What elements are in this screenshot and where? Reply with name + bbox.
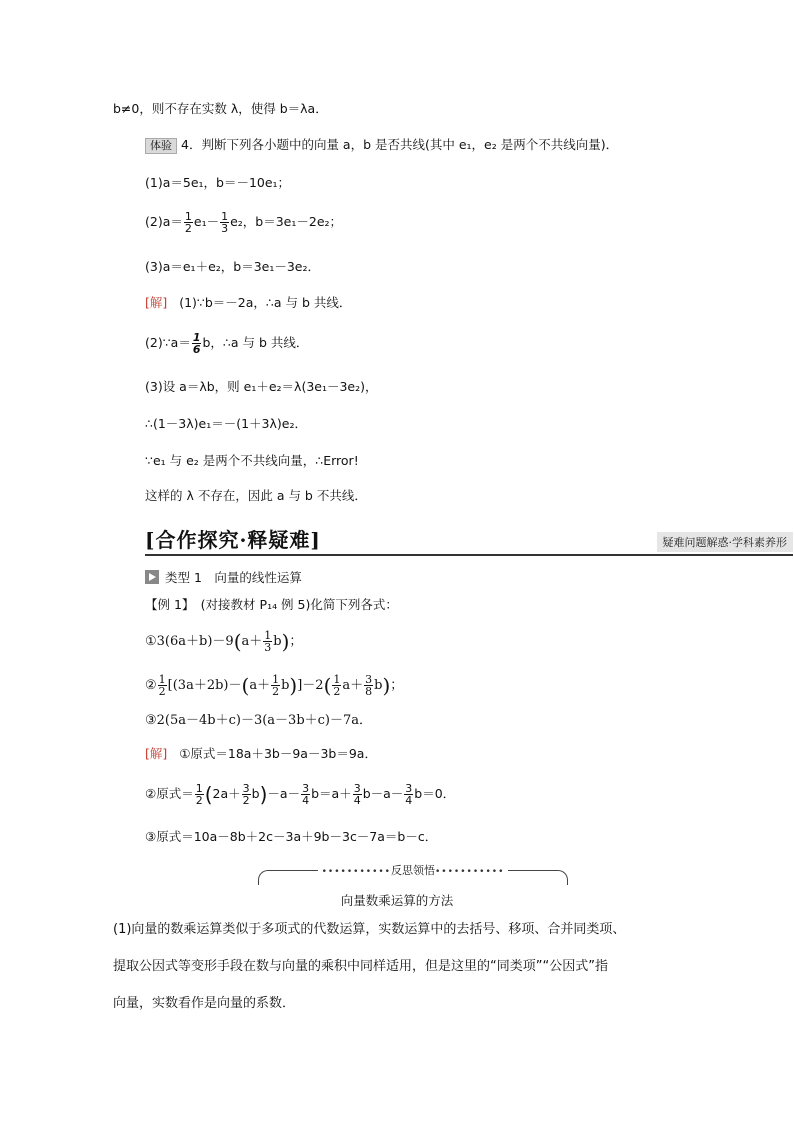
section-title: [合作探究·释疑难] bbox=[145, 528, 321, 552]
type-1-heading: 类型 1 向量的线性运算 bbox=[145, 569, 302, 587]
fraction: $\frac{3}{2}$ bbox=[242, 782, 250, 807]
fraction: $\frac{1}{2}$ bbox=[272, 673, 280, 698]
fraction: $\frac{1}{2}$ bbox=[333, 673, 341, 698]
expression-1: ①3(6a＋b)－9(a＋ $\frac{1}{3}$ b)； bbox=[145, 629, 303, 654]
solution-line-4: ∴(1－3λ)e₁＝－(1＋3λ)e₂． bbox=[145, 416, 307, 431]
fraction: $\frac{1}{2}$ bbox=[158, 673, 166, 698]
reflect-label: 反思领悟 bbox=[391, 864, 435, 877]
reflect-box: •••••••••••反思领悟••••••••••• bbox=[258, 862, 568, 884]
q4-part2: (2)a＝ $\frac{1}{2}$ e₁－ $\frac{1}{3}$ e₂，b＝3e₁－2e₂； bbox=[145, 210, 343, 235]
expression-3: ③2(5a－4b＋c)－3(a－3b＋c)－7a． bbox=[145, 713, 373, 728]
example-1: 【例 1】 (对接教材 P₁₄ 例 5)化简下列各式： bbox=[145, 597, 398, 612]
question-4-text: 4．判断下列各小题中的向量 a，b 是否共线(其中 e₁，e₂ 是两个不共线向量)． bbox=[181, 137, 619, 152]
experience-tag: 体验 bbox=[145, 138, 177, 154]
play-icon bbox=[145, 570, 159, 584]
method-title: 向量数乘运算的方法 bbox=[340, 893, 454, 908]
solution-line-3: (3)设 a＝λb，则 e₁＋e₂＝λ(3e₁－3e₂)， bbox=[145, 379, 378, 394]
solution-label: [解] bbox=[145, 746, 168, 761]
paragraph-line-1: (1)向量的数乘运算类似于多项式的代数运算，实数运算中的去括号、移项、合并同类项、 bbox=[113, 922, 626, 937]
fraction: $\frac{3}{4}$ bbox=[353, 782, 361, 807]
solution-line-1: [解] (1)∵b＝－2a，∴a 与 b 共线． bbox=[145, 295, 352, 310]
fraction: $\frac{1}{3}$ bbox=[264, 629, 272, 654]
fraction: $\frac{3}{8}$ bbox=[365, 673, 373, 698]
fraction: $\frac{1}{2}$ bbox=[184, 210, 192, 235]
fraction: $\frac{1}{2}$ bbox=[195, 782, 203, 807]
solution-line-5: ∵e₁ 与 e₂ 是两个不共线向量，∴Error! bbox=[145, 453, 359, 468]
text-line-1: b≠0，则不存在实数 λ，使得 b＝λa． bbox=[113, 101, 328, 116]
solution-label: [解] bbox=[145, 295, 168, 310]
fraction: $\frac{1}{6}$ bbox=[192, 331, 201, 356]
question-4 bbox=[145, 136, 618, 154]
q4-part3: (3)a＝e₁＋e₂，b＝3e₁－3e₂． bbox=[145, 259, 321, 274]
section-header bbox=[145, 524, 793, 556]
answer-2: ②原式＝ $\frac{1}{2}$ (2a＋ $\frac{3}{2}$ b)－a－ $\frac{3}{4}$ b＝a＋ $\frac{3}{4}$ b－a－ $\frac{3}{4}$ b＝0． bbox=[145, 782, 456, 807]
fraction: $\frac{3}{4}$ bbox=[405, 782, 413, 807]
paragraph-line-2: 提取公因式等变形手段在数与向量的乘积中同样适用，但是这里的“同类项”“公因式”指 bbox=[113, 959, 608, 974]
answer-1: [解] ①原式＝18a＋3b－9a－3b＝9a． bbox=[145, 746, 377, 761]
paragraph-line-3: 向量，实数看作是向量的系数． bbox=[113, 996, 296, 1011]
fraction: $\frac{3}{4}$ bbox=[302, 782, 310, 807]
fraction: $\frac{1}{3}$ bbox=[221, 210, 229, 235]
solution-line-2: (2)∵a＝ $\frac{1}{6}$ b，∴a 与 b 共线． bbox=[145, 331, 309, 356]
answer-3: ③原式＝10a－8b＋2c－3a＋9b－3c－7a＝b－c． bbox=[145, 829, 438, 844]
section-tag: 疑难问题解惑·学科素养形 bbox=[657, 532, 794, 552]
q4-part1: (1)a＝5e₁，b＝－10e₁； bbox=[145, 175, 291, 190]
solution-line-6: 这样的 λ 不存在，因此 a 与 b 不共线． bbox=[145, 488, 367, 503]
expression-2: ② $\frac{1}{2}$ [(3a＋2b)－(a＋ $\frac{1}{2}$ b)]－2( $\frac{1}{2}$ a＋ $\frac{3}{8}$ b)； bbox=[145, 673, 404, 698]
